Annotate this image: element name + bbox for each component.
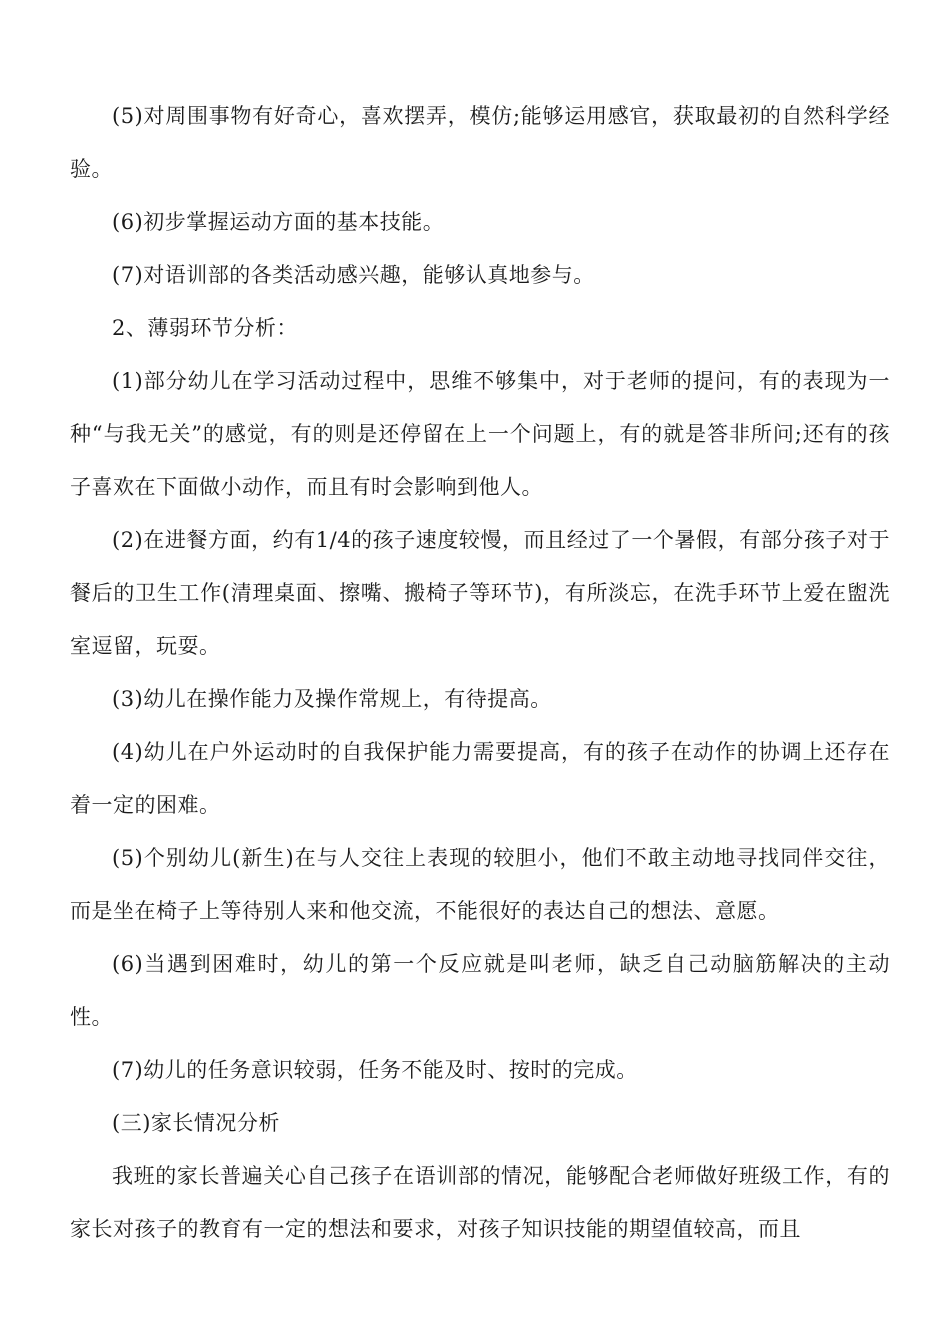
paragraph-eating: (2)在进餐方面，约有1/4的孩子速度较慢，而且经过了一个暑假，有部分孩子对于餐后的卫生工作(清理桌面、擦嘴、搬椅子等环节)，有所淡忘，在洗手环节上爱在盥洗室逗留，玩耍。 bbox=[70, 528, 890, 658]
section-heading-parents: (三)家长情况分析 bbox=[112, 1111, 280, 1135]
document-body bbox=[70, 90, 890, 1256]
paragraph-operation-skills: (3)幼儿在操作能力及操作常规上，有待提高。 bbox=[112, 687, 552, 711]
paragraph-problem-solving: (6)当遇到困难时，幼儿的第一个反应就是叫老师，缺乏自己动脑筋解决的主动性。 bbox=[70, 952, 890, 1029]
paragraph-attention: (1)部分幼儿在学习活动过程中，思维不够集中，对于老师的提问，有的表现为一种“与我无关”的感觉，有的则是还停留在上一个问题上，有的就是答非所问;还有的孩子喜欢在下面做小动作，而且有时会影响到他人。 bbox=[70, 369, 890, 499]
paragraph-interest-senses: (5)对周围事物有好奇心，喜欢摆弄，模仿;能够运用感官，获取最初的自然科学经验。 bbox=[70, 104, 890, 181]
paragraph-motor-skills: (6)初步掌握运动方面的基本技能。 bbox=[112, 210, 445, 234]
paragraph-outdoor-safety: (4)幼儿在户外运动时的自我保护能力需要提高，有的孩子在动作的协调上还存在着一定的困难。 bbox=[70, 740, 890, 817]
paragraph-activity-interest: (7)对语训部的各类活动感兴趣，能够认真地参与。 bbox=[112, 263, 595, 287]
paragraph-parents-analysis: 我班的家长普遍关心自己孩子在语训部的情况，能够配合老师做好班级工作，有的家长对孩子的教育有一定的想法和要求，对孩子知识技能的期望值较高，而且 bbox=[70, 1164, 890, 1241]
section-heading-weak-points: 2、薄弱环节分析： bbox=[112, 316, 298, 340]
paragraph-task-awareness: (7)幼儿的任务意识较弱，任务不能及时、按时的完成。 bbox=[112, 1058, 638, 1082]
paragraph-social-shyness: (5)个别幼儿(新生)在与人交往上表现的较胆小，他们不敢主动地寻找同伴交往，而是坐在椅子上等待别人来和他交流，不能很好的表达自己的想法、意愿。 bbox=[70, 846, 890, 923]
